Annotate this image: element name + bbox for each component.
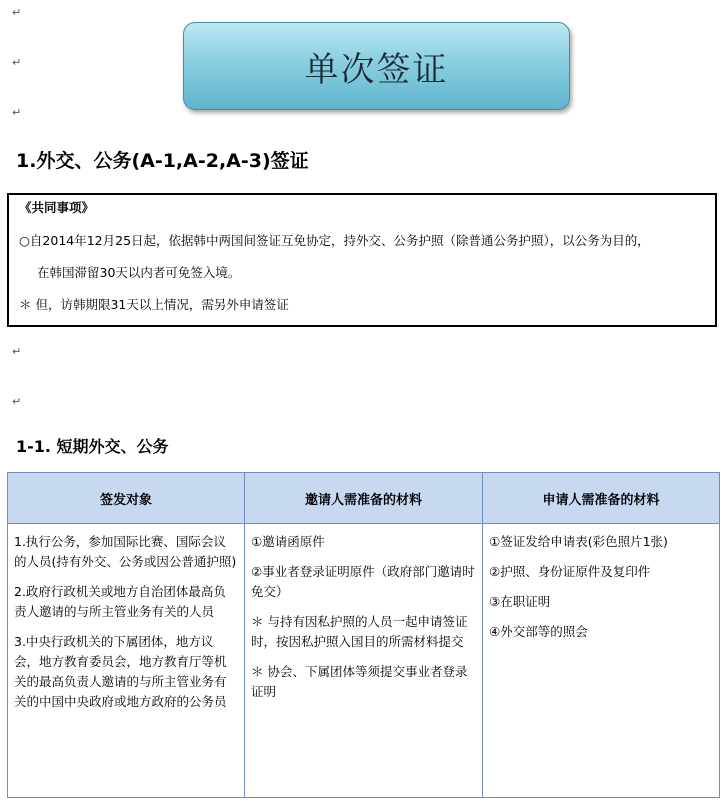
- common-notice-box: [7, 193, 717, 327]
- notice-line-1: ○自2014年12月25日起，依据韩中两国间签证互免协定，持外交、公务护照（除普通公务护照），以公务为目的，: [19, 233, 650, 248]
- list-item: ＊ 协会、下属团体等须提交事业者登录证明: [251, 664, 468, 699]
- requirements-table: [7, 472, 720, 798]
- section-heading-diplomatic-visa: 1.外交、公务(A-1,A-2,A-3)签证: [16, 150, 309, 172]
- list-item: ①邀请函原件: [251, 534, 325, 549]
- header-issue-target: 签发对象: [8, 473, 245, 524]
- applicant-materials-cell: [483, 524, 720, 798]
- list-item: ④外交部等的照会: [489, 624, 588, 639]
- list-item: ①签证发给申请表(彩色照片1张): [489, 534, 668, 549]
- inviter-materials-cell: [245, 524, 483, 798]
- title-banner: [183, 22, 570, 110]
- list-item: ②事业者登录证明原件（政府部门邀请时免交）: [251, 564, 475, 599]
- list-item: ＊ 与持有因私护照的人员一起申请签证时，按因私护照入国目的所需材料提交: [251, 614, 468, 649]
- table-row: [8, 524, 720, 798]
- header-inviter-materials: 邀请人需准备的材料: [245, 473, 483, 524]
- table-header-row: [8, 473, 720, 524]
- list-item: 2.政府行政机关或地方自治团体最高负责人邀请的与所主管业务有关的人员: [14, 584, 226, 619]
- list-item: ③在职证明: [489, 594, 551, 609]
- banner-title: 单次签证: [304, 49, 449, 90]
- header-applicant-materials: 申请人需准备的材料: [483, 473, 720, 524]
- notice-title: 《共同事项》: [19, 200, 95, 215]
- list-item: 1.执行公务，参加国际比赛、国际会议的人员(持有外交、公务或因公普通护照): [14, 534, 237, 569]
- issue-target-cell: [8, 524, 245, 798]
- paragraph-mark: ↵: [12, 6, 22, 19]
- list-item: ②护照、身份证原件及复印件: [489, 564, 651, 579]
- section-heading-short-term: 1-1. 短期外交、公务: [16, 437, 169, 456]
- paragraph-mark: ↵: [12, 345, 22, 358]
- notice-line-2: 在韩国滞留30天以内者可免签入境。: [37, 265, 241, 280]
- paragraph-mark: ↵: [12, 395, 22, 408]
- paragraph-mark: ↵: [12, 56, 22, 69]
- list-item: 3.中央行政机关的下属团体，地方议会，地方教育委员会，地方教育厅等机关的最高负责人邀请的与所主管业务有关的中国中央政府或地方政府的公务员: [14, 634, 227, 709]
- notice-line-3: ＊ 但，访韩期限31天以上情况，需另外申请签证: [19, 297, 289, 312]
- paragraph-mark: ↵: [12, 106, 22, 119]
